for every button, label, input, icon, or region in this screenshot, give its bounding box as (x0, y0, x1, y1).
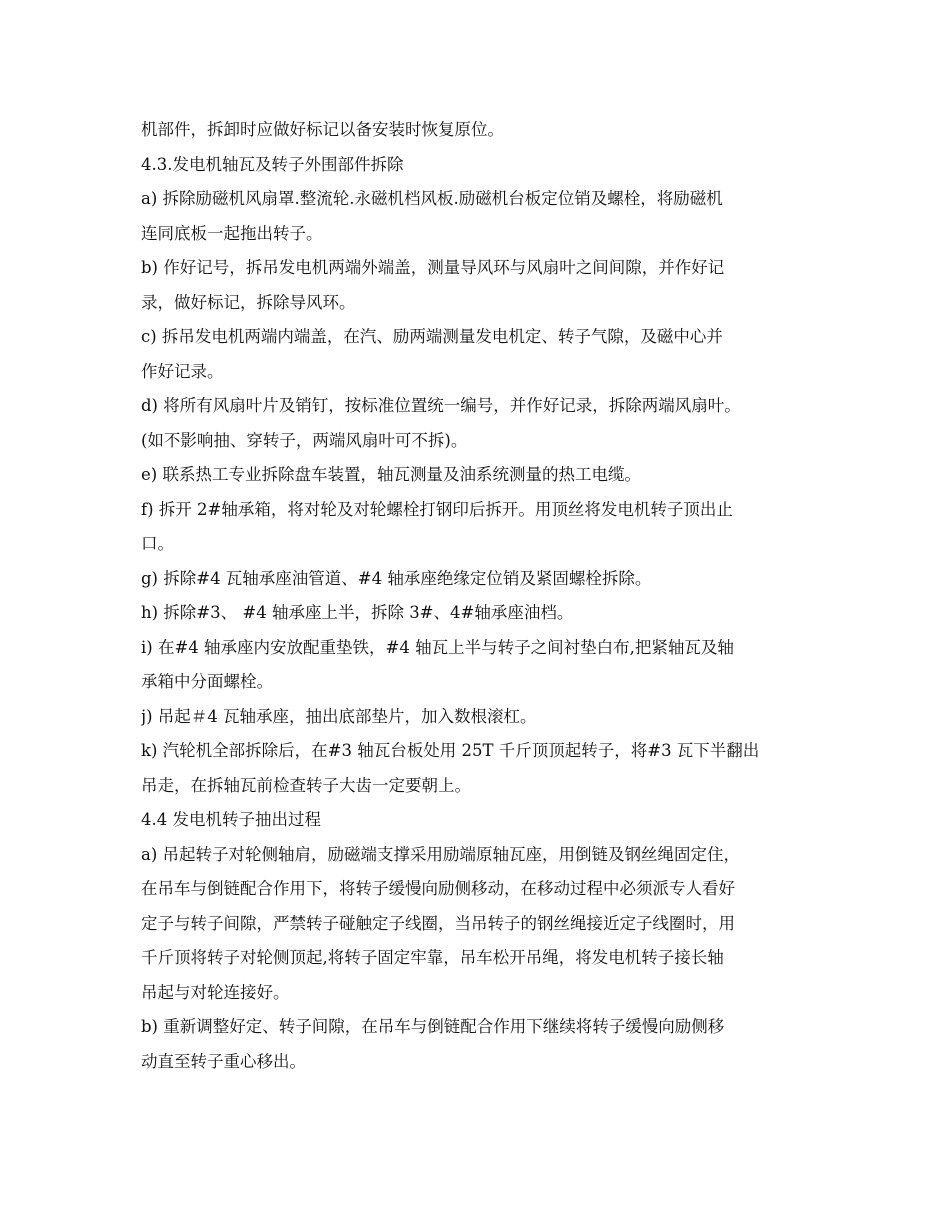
text-line: b) 作好记号，拆吊发电机两端外端盖，测量导风环与风扇叶之间间隙，并作好记 (141, 258, 725, 277)
text-line: 口。 (141, 534, 174, 553)
text-line: 录，做好标记，拆除导风环。 (141, 292, 356, 312)
text-line: a) 吊起转子对轮侧轴肩，励磁端支撑采用励端原轴瓦座，用倒链及钢丝绳固定住， (141, 844, 741, 864)
section-heading: 4.3.发电机轴瓦及转子外围部件拆除 (141, 154, 404, 174)
text-line: k) 汽轮机全部拆除后，在#3 轴瓦台板处用 25T 千斤顶顶起转子，将#3 瓦下半翻出 (141, 741, 760, 760)
text-line: a) 拆除励磁机风扇罩.整流轮.永磁机档风板.励磁机台板定位销及螺栓，将励磁机 (141, 189, 723, 208)
text-line: b) 重新调整好定、转子间隙，在吊车与倒链配合作用下继续将转子缓慢向励侧移 (141, 1017, 725, 1036)
text-line: 承箱中分面螺栓。 (141, 672, 273, 691)
text-line: 连同底板一起拖出转子。 (141, 223, 323, 243)
text-line: e) 联系热工专业拆除盘车装置，轴瓦测量及油系统测量的热工电缆。 (141, 465, 641, 484)
text-line: 定子与转子间隙，严禁转子碰触定子线圈，当吊转子的钢丝绳接近定子线圈时，用 (141, 913, 735, 933)
text-line: d) 将所有风扇叶片及销钉，按标准位置统一编号，并作好记录，拆除两端风扇叶。 (141, 396, 741, 415)
text-line: j) 吊起＃4 瓦轴承座，抽出底部垫片，加入数根滚杠。 (141, 706, 537, 726)
text-line: 作好记录。 (141, 361, 224, 381)
section-heading: 4.4 发电机转子抽出过程 (141, 810, 321, 829)
text-line: (如不影响抽、穿转子，两端风扇叶可不拆)。 (141, 430, 468, 450)
text-line: g) 拆除#4 瓦轴承座油管道、#4 轴承座绝缘定位销及紧固螺栓拆除。 (141, 568, 652, 588)
text-line: c) 拆吊发电机两端内端盖，在汽、励两端测量发电机定、转子气隙，及磁中心并 (141, 327, 723, 346)
text-line: 机部件，拆卸时应做好标记以备安装时恢复原位。 (141, 120, 504, 139)
document-body (141, 113, 831, 1079)
text-line: 动直至转子重心移出。 (141, 1051, 306, 1071)
text-line: f) 拆开 2#轴承箱，将对轮及对轮螺栓打钢印后拆开。用顶丝将发电机转子顶出止 (141, 499, 733, 519)
text-line: h) 拆除#3、 #4 轴承座上半，拆除 3#、4#轴承座油档。 (141, 603, 574, 622)
text-line: 千斤顶将转子对轮侧顶起,将转子固定牢靠，吊车松开吊绳，将发电机转子接长轴 (141, 948, 724, 967)
text-line: 在吊车与倒链配合作用下，将转子缓慢向励侧移动，在移动过程中必须派专人看好 (141, 879, 735, 898)
text-line: 吊走，在拆轴瓦前检查转子大齿一定要朝上。 (141, 775, 471, 795)
text-line: i) 在#4 轴承座内安放配重垫铁，#4 轴瓦上半与转子之间衬垫白布,把紧轴瓦及轴 (141, 637, 734, 657)
text-line: 吊起与对轮连接好。 (141, 982, 290, 1002)
